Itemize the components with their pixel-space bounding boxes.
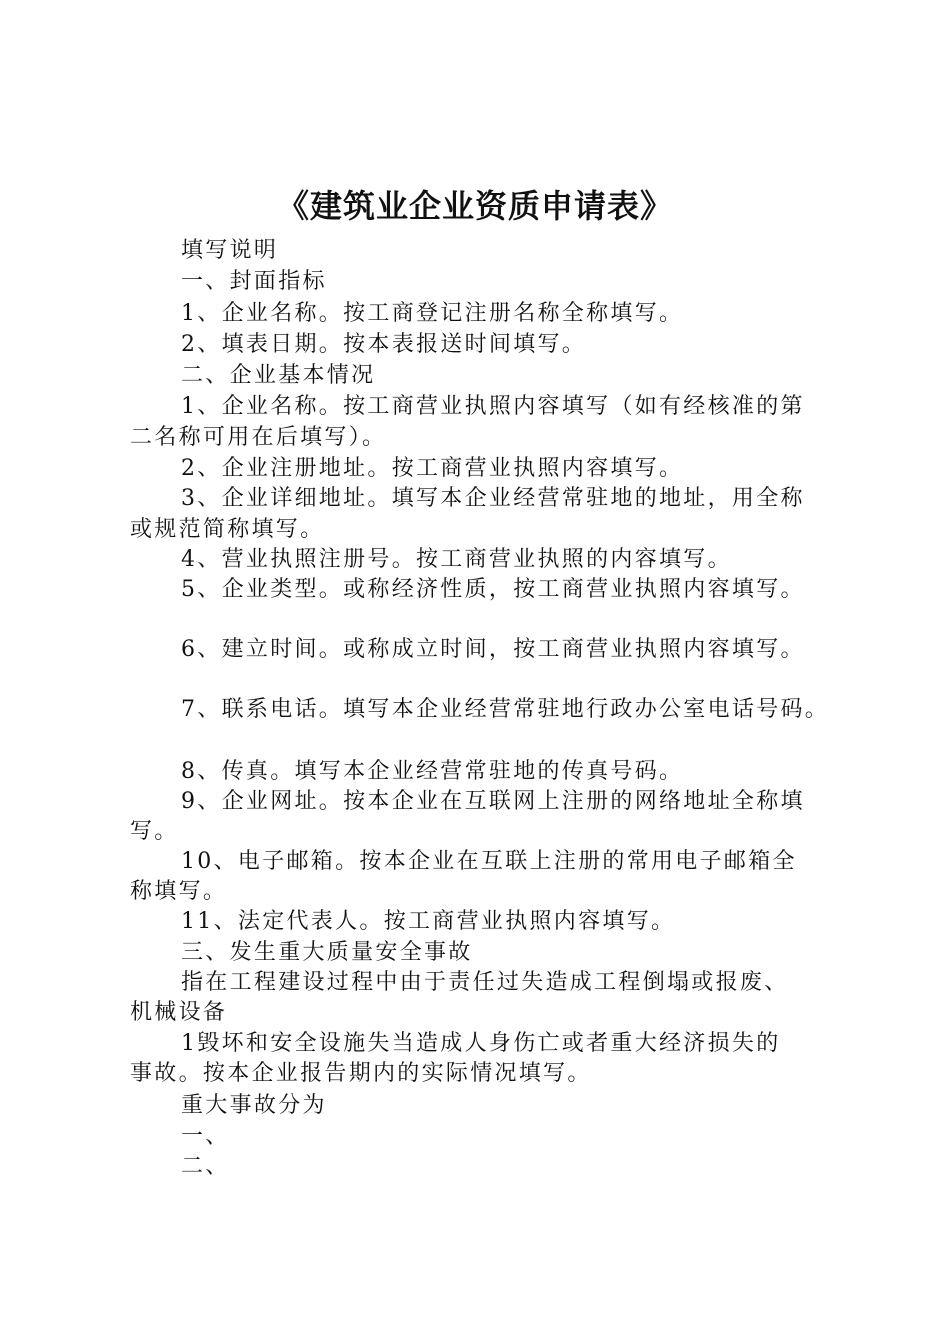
paragraph-line: 5、企业类型。或称经济性质，按工商营业执照内容填写。 xyxy=(181,577,805,602)
paragraph-line: 称填写。 xyxy=(130,879,228,904)
section-heading-accidents: 三、发生重大质量安全事故 xyxy=(181,940,473,965)
paragraph-line: 写。 xyxy=(130,819,179,844)
paragraph-line: 3、企业详细地址。填写本企业经营常驻地的地址，用全称 xyxy=(181,486,805,511)
paragraph-line: 2、填表日期。按本表报送时间填写。 xyxy=(181,332,587,357)
paragraph-line: 或规范简称填写。 xyxy=(130,517,325,542)
paragraph-line: 4、营业执照注册号。按工商营业执照的内容填写。 xyxy=(181,547,732,572)
paragraph-line: 7、联系电话。填写本企业经营常驻地行政办公室电话号码。 xyxy=(181,697,830,722)
paragraph-line: 事故。按本企业报告期内的实际情况填写。 xyxy=(130,1061,592,1086)
paragraph-line: 1、企业名称。按工商营业执照内容填写（如有经核准的第 xyxy=(181,394,805,419)
paragraph-line: 1毁坏和安全设施失当造成人身伤亡或者重大经济损失的 xyxy=(181,1031,781,1056)
section-heading-cover: 一、封面指标 xyxy=(181,269,327,294)
paragraph-line: 6、建立时间。或称成立时间，按工商营业执照内容填写。 xyxy=(181,637,805,662)
paragraph-line: 2、企业注册地址。按工商营业执照内容填写。 xyxy=(181,456,684,481)
paragraph-line: 指在工程建设过程中由于责任过失造成工程倒塌或报废、 xyxy=(181,970,789,995)
list-item: 二、 xyxy=(181,1154,230,1179)
document-title: 《建筑业企业资质申请表》 xyxy=(276,187,673,225)
paragraph-line: 11、法定代表人。按工商营业执照内容填写。 xyxy=(181,909,676,934)
paragraph-line: 机械设备 xyxy=(130,1000,228,1025)
paragraph-line: 8、传真。填写本企业经营常驻地的传真号码。 xyxy=(181,759,684,784)
section-heading-basic-info: 二、企业基本情况 xyxy=(181,363,376,388)
section-heading-instructions: 填写说明 xyxy=(181,238,279,263)
list-item: 一、 xyxy=(181,1124,230,1149)
paragraph-line: 9、企业网址。按本企业在互联网上注册的网络地址全称填 xyxy=(181,789,805,814)
paragraph-line: 二名称可用在后填写）。 xyxy=(130,425,387,450)
paragraph-line: 10、电子邮箱。按本企业在互联上注册的常用电子邮箱全 xyxy=(181,849,797,874)
paragraph-line: 重大事故分为 xyxy=(181,1093,327,1118)
paragraph-line: 1、企业名称。按工商登记注册名称全称填写。 xyxy=(181,301,684,326)
